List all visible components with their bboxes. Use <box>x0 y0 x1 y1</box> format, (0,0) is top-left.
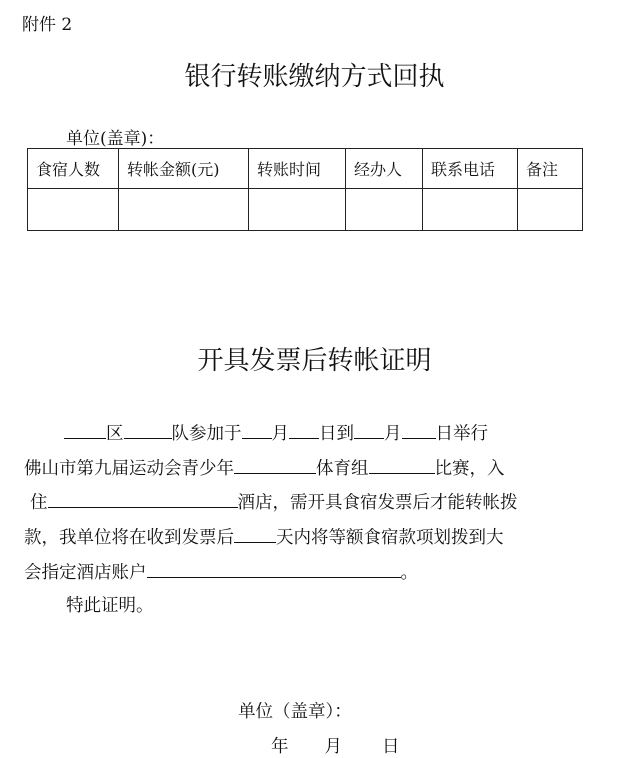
table-header-row <box>28 149 583 189</box>
column-header: 联系电话 <box>423 149 518 189</box>
certificate-title: 开具发票后转帐证明 <box>197 346 432 376</box>
certificate-line-5 <box>24 559 418 584</box>
certificate-line-4 <box>24 524 504 549</box>
text-hotel-invoice: 酒店，需开具食宿发票后才能转帐拨 <box>237 493 518 513</box>
blank-end-month[interactable] <box>354 421 384 439</box>
blank-district[interactable] <box>64 421 106 439</box>
text-month: 月 <box>271 424 289 444</box>
blank-sport[interactable] <box>234 456 316 474</box>
text-day-hold: 日举行 <box>435 424 488 444</box>
text-unit-receive: 款，我单位将在收到发票后 <box>24 528 234 548</box>
column-header: 备注 <box>518 149 583 189</box>
attachment-label: 附件 2 <box>22 15 73 35</box>
blank-start-month[interactable] <box>242 421 272 439</box>
certificate-line-3 <box>30 489 518 514</box>
text-team-join: 队参加于 <box>171 424 242 444</box>
blank-team[interactable] <box>124 421 172 439</box>
receipt-unit-label: 单位(盖章)： <box>66 129 165 149</box>
signature-year: 年 <box>271 737 289 757</box>
table-cell-handler[interactable] <box>346 189 423 231</box>
signature-date <box>271 733 400 758</box>
blank-match[interactable] <box>369 456 435 474</box>
certificate-line-2 <box>24 455 505 480</box>
table-row <box>28 189 583 231</box>
text-days-transfer: 天内将等额食宿款项划拨到大 <box>276 528 504 548</box>
text-games-prefix: 佛山市第九届运动会青少年 <box>24 459 234 479</box>
blank-days[interactable] <box>234 525 276 543</box>
signature-day: 日 <box>382 737 400 757</box>
text-account: 会指定酒店账户 <box>24 563 147 583</box>
receipt-table <box>27 148 583 231</box>
column-header: 转帐金额(元) <box>119 149 249 189</box>
column-header: 食宿人数 <box>28 149 119 189</box>
column-header: 转账时间 <box>249 149 346 189</box>
column-header: 经办人 <box>346 149 423 189</box>
blank-account[interactable] <box>147 560 401 578</box>
blank-start-day[interactable] <box>289 421 319 439</box>
blank-hotel[interactable] <box>48 490 238 508</box>
table-cell-phone[interactable] <box>423 189 518 231</box>
signature-month: 月 <box>324 737 342 757</box>
table-cell-time[interactable] <box>249 189 346 231</box>
certificate-note: 特此证明。 <box>66 596 154 616</box>
text-stay: 住 <box>30 493 48 513</box>
text-period: 。 <box>400 563 418 583</box>
text-day-to: 日到 <box>319 424 354 444</box>
signature-unit: 单位（盖章）： <box>238 702 352 722</box>
certificate-line-1 <box>24 420 488 445</box>
table-cell-headcount[interactable] <box>28 189 119 231</box>
blank-end-day[interactable] <box>402 421 436 439</box>
text-district: 区 <box>106 424 124 444</box>
table-cell-amount[interactable] <box>119 189 249 231</box>
table-cell-remark[interactable] <box>518 189 583 231</box>
text-sport-group: 体育组 <box>316 459 369 479</box>
receipt-title: 银行转账缴纳方式回执 <box>184 62 445 92</box>
text-month: 月 <box>384 424 402 444</box>
text-match-checkin: 比赛，入 <box>434 459 505 479</box>
